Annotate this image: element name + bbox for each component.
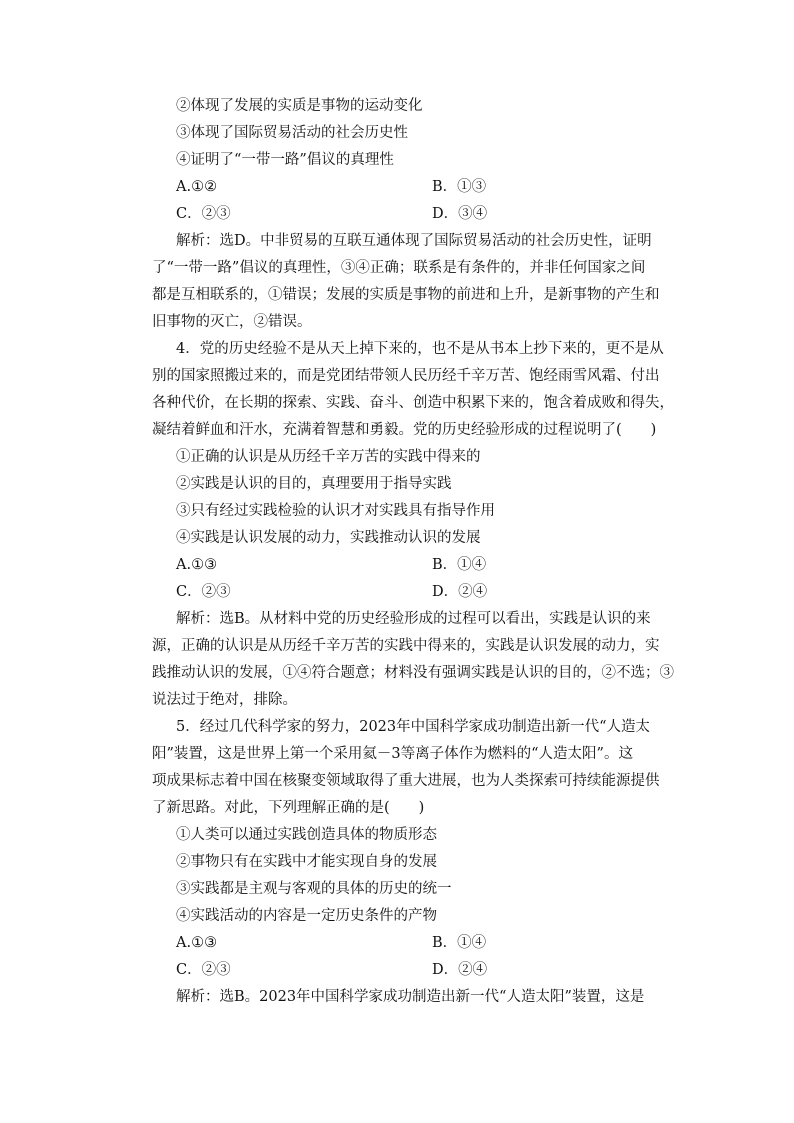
q5-option-c: C．②③ bbox=[176, 962, 231, 978]
q5-option-a: A.①③ bbox=[176, 935, 218, 951]
q5-stem-line: 了新思路。对此，下列理解正确的是( ) bbox=[152, 800, 425, 816]
q5-option-d: D．②④ bbox=[432, 962, 488, 978]
q4-item-1: ①正确的认识是从历经千辛万苦的实践中得来的 bbox=[176, 449, 481, 465]
q3-analysis-line: 都是互相联系的，①错误；发展的实质是事物的前进和上升，是新事物的产生和 bbox=[152, 287, 660, 303]
q5-stem-line: 项成果标志着中国在核聚变领域取得了重大进展，也为人类探索可持续能源提供 bbox=[152, 773, 660, 789]
q3-analysis-line: 解析：选D。中非贸易的互联互通体现了国际贸易活动的社会历史性，证明 bbox=[176, 233, 652, 249]
q3-option-b: B．①③ bbox=[432, 179, 487, 195]
q3-analysis-line: 了“一带一路”倡议的真理性，③④正确；联系是有条件的，并非任何国家之间 bbox=[152, 260, 646, 276]
q5-item-3: ③实践都是主观与客观的具体的历史的统一 bbox=[176, 881, 452, 897]
q4-analysis-line: 说法过于绝对，排除。 bbox=[152, 692, 297, 708]
q3-analysis-line: 旧事物的灭亡，②错误。 bbox=[152, 314, 312, 330]
q4-item-4: ④实践是认识发展的动力，实践推动认识的发展 bbox=[176, 530, 481, 546]
question-5 bbox=[152, 714, 660, 1011]
q4-option-c: C．②③ bbox=[176, 584, 231, 600]
question-4 bbox=[152, 336, 674, 714]
question-3 bbox=[152, 93, 660, 336]
q5-stem-line: 阳”装置，这是世界上第一个采用氦－3等离子体作为燃料的“人造太阳”。这 bbox=[152, 746, 633, 762]
q4-stem-line: 各种代价，在长期的探索、实践、奋斗、创造中积累下来的，饱含着成败和得失， bbox=[152, 395, 674, 411]
q3-options-row-2 bbox=[176, 201, 646, 228]
q3-item-2: ②体现了发展的实质是事物的运动变化 bbox=[176, 98, 423, 114]
q3-option-d: D．③④ bbox=[432, 206, 488, 222]
q4-analysis-line: 解析：选B。从材料中党的历史经验形成的过程可以看出，实践是认识的来 bbox=[176, 611, 651, 627]
q5-options-row-1 bbox=[176, 930, 646, 957]
q3-item-4: ④证明了“一带一路”倡议的真理性 bbox=[176, 152, 394, 168]
q5-item-2: ②事物只有在实践中才能实现自身的发展 bbox=[176, 854, 437, 870]
q5-item-1: ①人类可以通过实践创造具体的物质形态 bbox=[176, 827, 437, 843]
q3-option-a: A.①② bbox=[176, 179, 218, 195]
q4-stem-line: 4．党的历史经验不是从天上掉下来的，也不是从书本上抄下来的，更不是从 bbox=[176, 341, 664, 357]
q5-stem-line: 5．经过几代科学家的努力，2023年中国科学家成功制造出新一代“人造太 bbox=[176, 719, 651, 735]
q4-analysis-line: 源，正确的认识是从历经千辛万苦的实践中得来的，实践是认识发展的动力，实 bbox=[152, 638, 660, 654]
q4-analysis-line: 践推动认识的发展，①④符合题意；材料没有强调实践是认识的目的，②不选；③ bbox=[152, 665, 674, 681]
q3-options-row-1 bbox=[176, 174, 646, 201]
q5-item-4: ④实践活动的内容是一定历史条件的产物 bbox=[176, 908, 437, 924]
q4-options-row-1 bbox=[176, 552, 646, 579]
q5-analysis-line: 解析：选B。2023年中国科学家成功制造出新一代“人造太阳”装置，这是 bbox=[176, 989, 645, 1005]
q4-options-row-2 bbox=[176, 579, 646, 606]
q4-option-d: D．②④ bbox=[432, 584, 488, 600]
q4-stem-line: 别的国家照搬过来的，而是党团结带领人民历经千辛万苦、饱经雨雪风霜、付出 bbox=[152, 368, 660, 384]
q4-item-2: ②实践是认识的目的，真理要用于指导实践 bbox=[176, 476, 452, 492]
q4-item-3: ③只有经过实践检验的认识才对实践具有指导作用 bbox=[176, 503, 495, 519]
q3-option-c: C．②③ bbox=[176, 206, 231, 222]
q4-stem-line: 凝结着鲜血和汗水，充满着智慧和勇毅。党的历史经验形成的过程说明了( ) bbox=[152, 422, 657, 438]
q5-option-b: B．①④ bbox=[432, 935, 487, 951]
document-body bbox=[152, 93, 674, 1011]
q5-options-row-2 bbox=[176, 957, 646, 984]
q4-option-a: A.①③ bbox=[176, 557, 218, 573]
q3-item-3: ③体现了国际贸易活动的社会历史性 bbox=[176, 125, 408, 141]
q4-option-b: B．①④ bbox=[432, 557, 487, 573]
